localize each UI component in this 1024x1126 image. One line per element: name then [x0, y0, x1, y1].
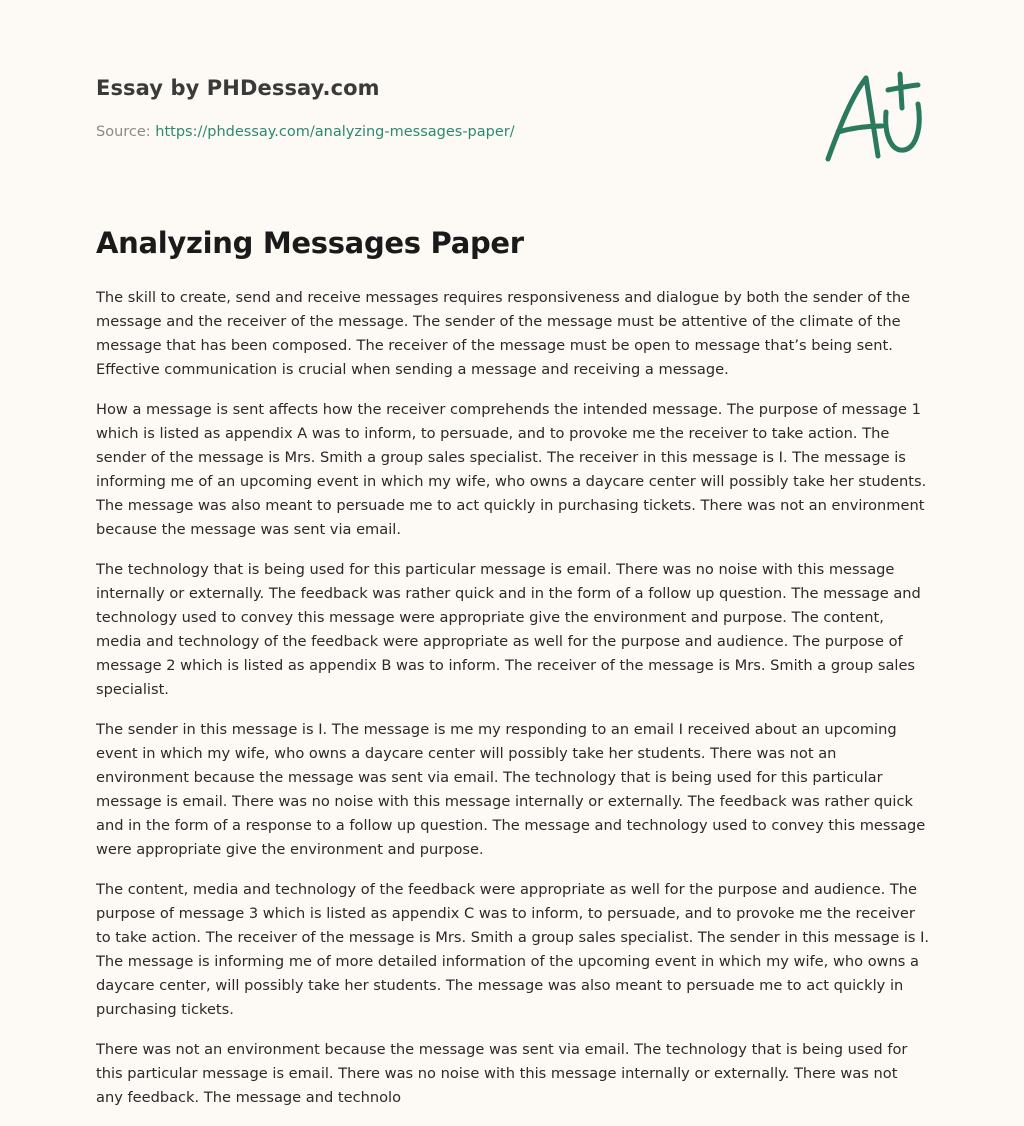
essay-paragraph: The technology that is being used for this particular message is email. There was no noise with this message internally or externally. The feedback was rather quick and in the form of a follow up question. The message and technology used to convey this message were appropriate give the environment and purpose. The content, media and technology of the feedback were appropriate as well for the purpose and audience. The purpose of message 2 which is listed as appendix B was to inform. The receiver of the message is Mrs. Smith a group sales specialist.: [96, 561, 921, 698]
essay-title: Analyzing Messages Paper: [96, 226, 524, 260]
source-line: [96, 124, 515, 140]
essay-paragraph: How a message is sent affects how the receiver comprehends the intended message. The purpose of message 1 which is listed as appendix A was to inform, to persuade, and to provoke me the receiver to take action. The sender of the message is Mrs. Smith a group sales specialist. The receiver in this message is I. The message is informing me of an upcoming event in which my wife, who owns a daycare center will possibly take her students. The message was also meant to persuade me to act quickly in purchasing tickets. There was not an environment because the message was sent via email.: [96, 401, 927, 538]
essay-paragraph: There was not an environment because the message was sent via email. The technology that is being used for this particular message is email. There was no noise with this message internally or externally. There was not any feedback. The message and technolo: [96, 1041, 908, 1106]
source-label: Source:: [96, 124, 156, 140]
essay-paragraph: The content, media and technology of the feedback were appropriate as well for the purpose and audience. The purpose of message 3 which is listed as appendix C was to inform, to persuade, and to provoke me the receiver to take action. The receiver of the message is Mrs. Smith a group sales specialist. The sender in this message is I. The message is informing me of more detailed information of the upcoming event in which my wife, who owns a daycare center, will possibly take her students. The message was also meant to persuade me to act quickly in purchasing tickets.: [96, 881, 930, 1018]
site-title: Essay by PHDessay.com: [96, 76, 380, 100]
essay-body: [96, 286, 932, 1126]
essay-paragraph: The skill to create, send and receive messages requires responsiveness and dialogue by both the sender of the message and the receiver of the message. The sender of the message must be attentive of the climate of the message that has been composed. The receiver of the message must be open to message that’s being sent. Effective communication is crucial when sending a message and receiving a message.: [96, 289, 911, 378]
essay-paragraph: The sender in this message is I. The message is me my responding to an email I received about an upcoming event in which my wife, who owns a daycare center will possibly take her students. There was not an environment because the message was sent via email. The technology that is being used for this particular message is email. There was no noise with this message internally or externally. The feedback was rather quick and in the form of a response to a follow up question. The message and technology used to convey this message were appropriate give the environment and purpose.: [96, 721, 926, 858]
a-plus-grade-icon: [818, 66, 930, 166]
source-link[interactable]: https://phdessay.com/analyzing-messages-paper/: [155, 124, 515, 140]
